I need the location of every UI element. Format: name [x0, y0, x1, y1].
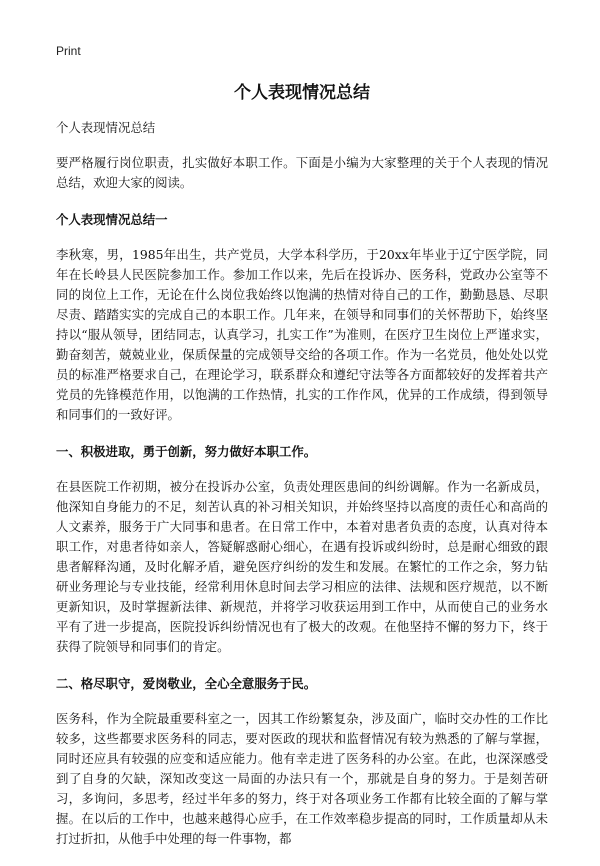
document-subtitle: 个人表现情况总结 — [56, 120, 156, 135]
document-body — [56, 118, 548, 866]
paragraph-1: 李秋寒，男，1985年出生，共产党员，大学本科学历，于20xx年毕业于辽宁医学院，同年在长岭县人民医院参加工作。参加工作以来，先后在投诉办、医务科，党政办公室等不同的岗位上工作，无论在什么岗位我始终以饱满的热情对待自己的工作，勤勤恳恳、尽职尽责、踏踏实实的完成自己的本职工作。几年来，在领导和同事们的关怀帮助下，始终坚持以“服从领导，团结同志，认真学习，扎实工作”为准则，在医疗卫生岗位上严谨求实，勤奋刻苦，兢兢业业，保质保量的完成领导交给的各项工作。作为一名党员，他处处以党员的标准严格要求自己，在理论学习，联系群众和遵纪守法等各方面都较好的发挥着共产党员的先锋模范作用，以饱满的工作热情，扎实的工作作风，优异的工作成绩，得到领导和同事们的一致好评。 — [56, 247, 548, 422]
section-title: 个人表现情况总结一 — [56, 212, 168, 227]
heading-1: 一、积极进取，勇于创新，努力做好本职工作。 — [56, 444, 317, 459]
print-link[interactable]: Print — [56, 44, 81, 58]
heading-2: 二、格尽职守，爱岗敬业，全心全意服务于民。 — [56, 676, 317, 691]
paragraph-2: 在县医院工作初期，被分在投诉办公室，负责处理医患间的纠纷调解。作为一名新成员，他深知自身能力的不足，刻苦认真的补习相关知识，并始终坚持以高度的责任心和高尚的人文素养，服务于广大同事和患者。在日常工作中，本着对患者负责的态度，认真对待本职工作，对患者待如亲人，答疑解惑耐心细心，在遇有投诉或纠纷时，总是耐心细致的跟患者解释沟通，及时化解矛盾，避免医疗纠纷的发生和发展。在繁忙的工作之余，努力钻研业务理论与专业技能，经常利用休息时间去学习相应的法律、法规和医疗规范，以不断更新知识，及时掌握新法律、新规范，并将学习收获运用到工作中，从而使自己的业务水平有了进一步提高，医院投诉纠纷情况也有了极大的改观。在他坚持不懈的努力下，终于获得了院领导和同事们的肯定。 — [56, 479, 548, 654]
paragraph-3: 医务科，作为全院最重要科室之一，因其工作纷繁复杂，涉及面广，临时交办性的工作比较多，这些都要求医务科的同志，要对医政的现状和监督情况有较为熟悉的了解与掌握，同时还应具有较强的应变和适应能力。他有幸走进了医务科的办公室。在此，也深深感受到了自身的欠缺，深知改变这一局面的办法只有一个，那就是自身的努力。于是刻苦研习，多询问，多思考，经过半年多的努力，终于对各项业务工作都有比较全面的了解与掌握。在以后的工作中，也越来越得心应手，在工作效率稳步提高的同时，工作质量却从未打过折扣，从他手中处理的每一件事物，都 — [56, 711, 548, 846]
intro-paragraph: 要严格履行岗位职责，扎实做好本职工作。下面是小编为大家整理的关于个人表现的情况总结，欢迎大家的阅读。 — [56, 155, 548, 190]
page-title: 个人表现情况总结 — [234, 83, 370, 103]
